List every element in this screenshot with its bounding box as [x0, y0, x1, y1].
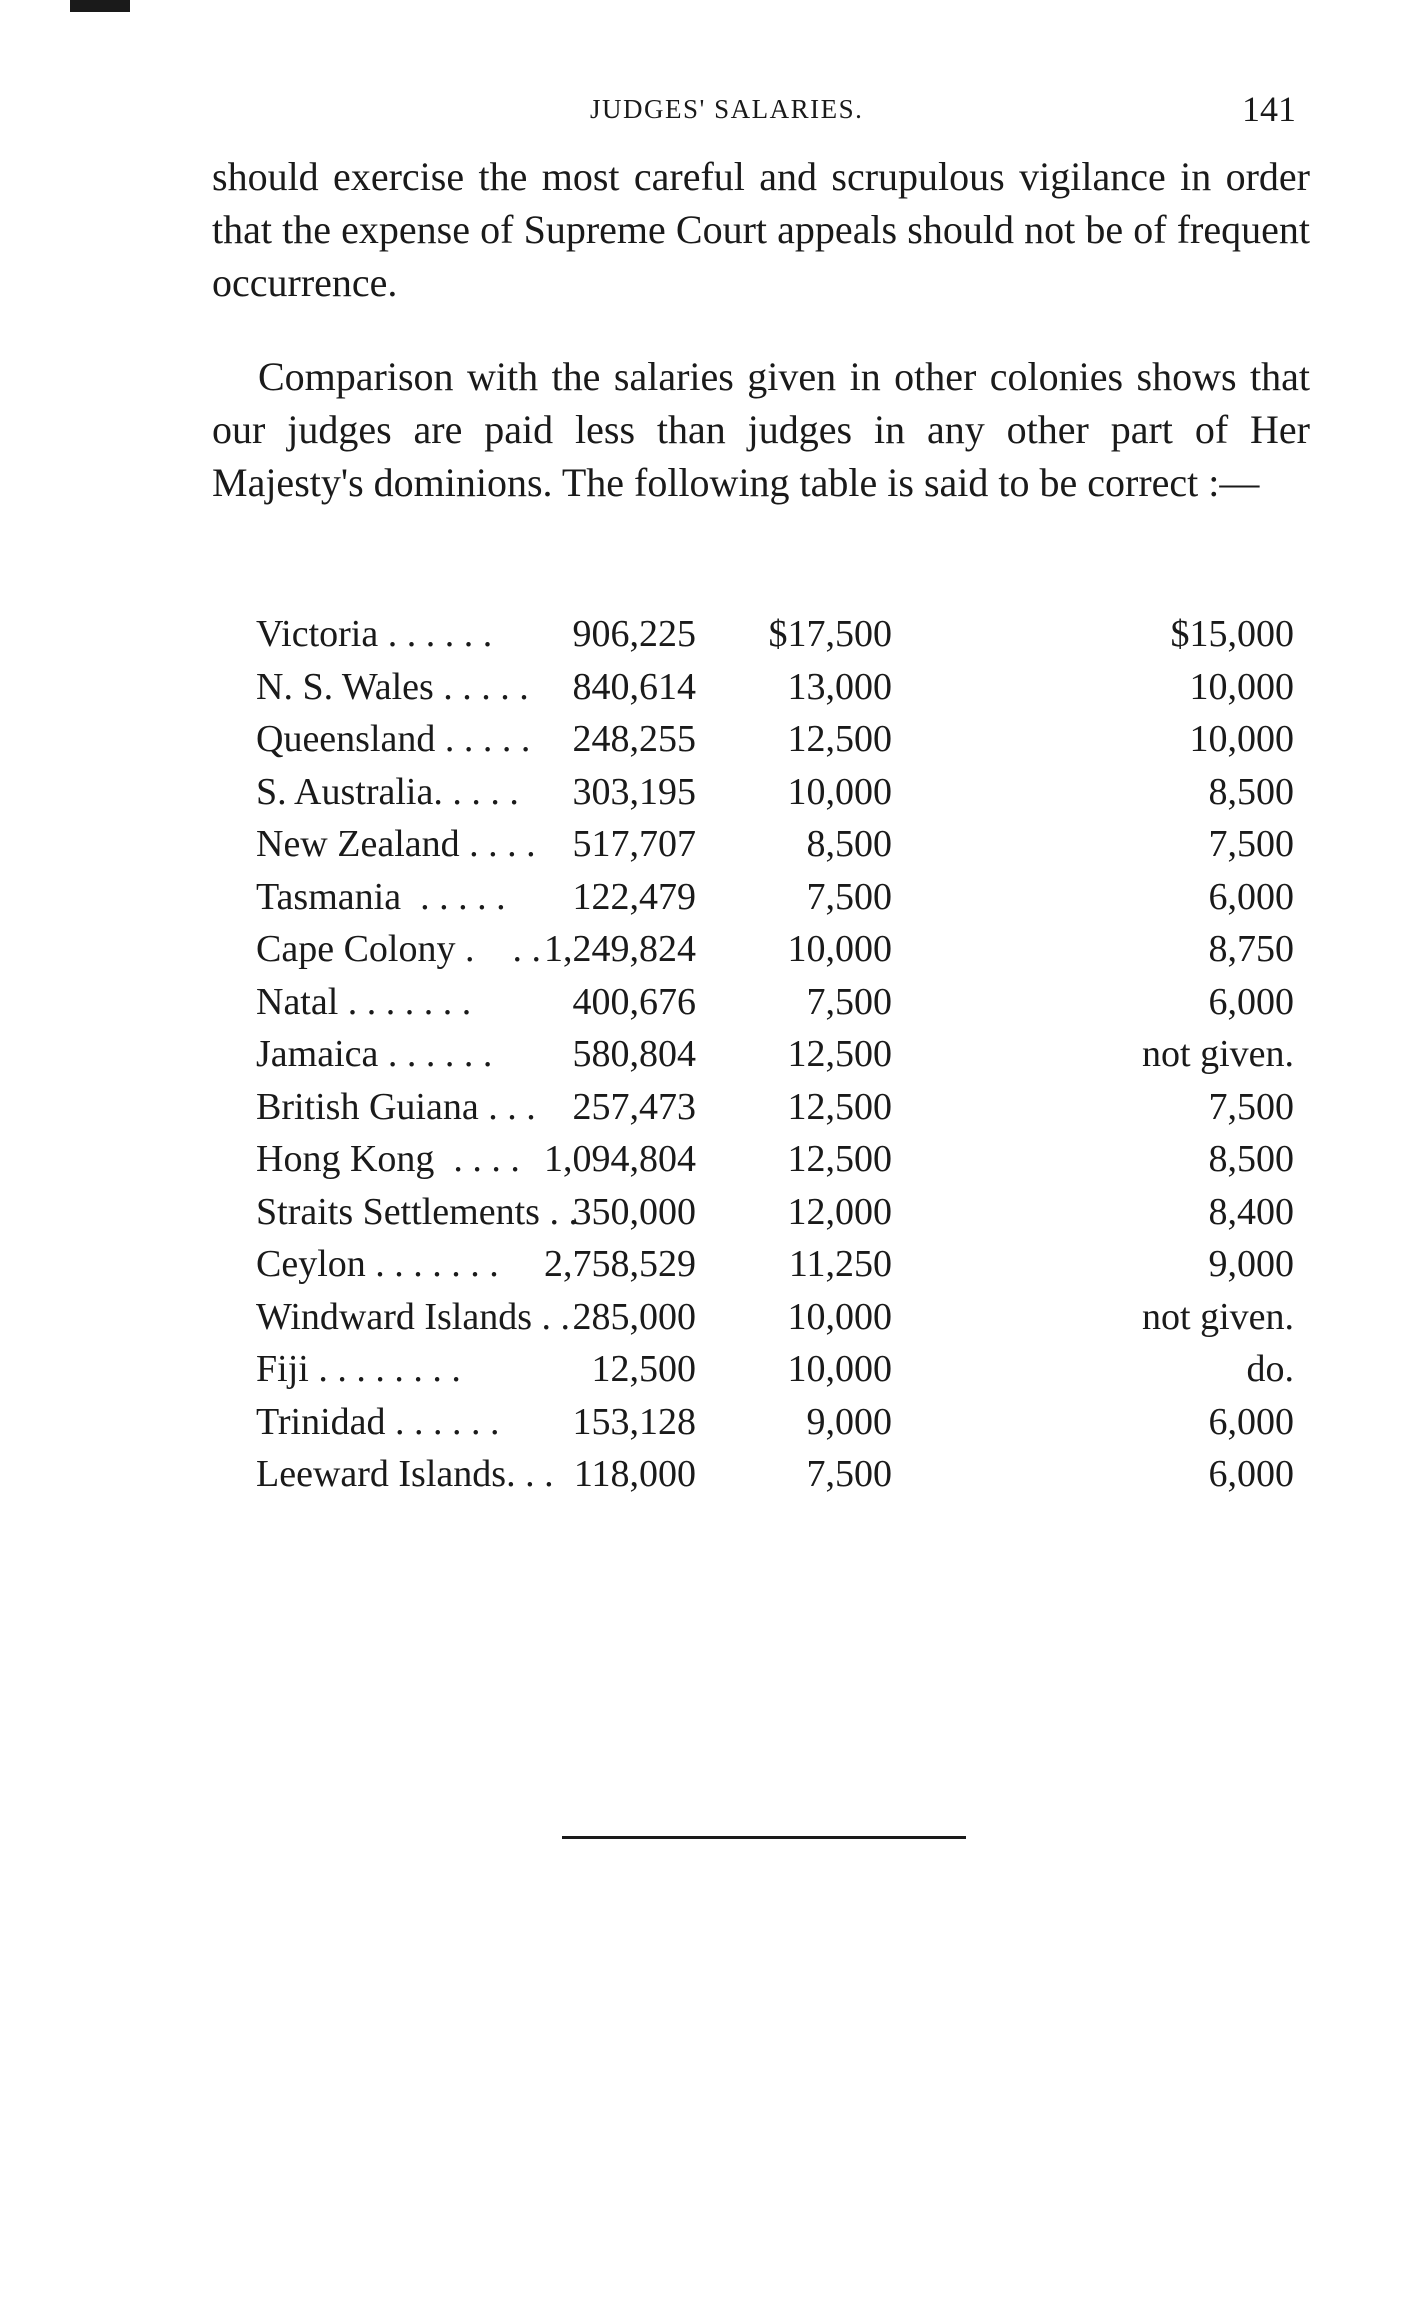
colony-name [256, 661, 529, 713]
page-number: 141 [1242, 89, 1296, 129]
table-row [256, 1291, 1296, 1344]
chief-salary-value: 12,500 [787, 1033, 892, 1075]
puisne-salary-value: $15,000 [1170, 613, 1294, 655]
chief-salary-value: 11,250 [788, 1243, 892, 1285]
colony-name [256, 1396, 500, 1448]
population-value: 840,614 [572, 665, 696, 708]
colony-name [256, 713, 530, 765]
population-value: 303,195 [572, 770, 696, 813]
colony-name [256, 1238, 499, 1290]
chief-salary-value: 8,500 [806, 823, 892, 865]
population-value: 1,249,824 [544, 928, 696, 970]
dot-leader: . . . . . . [385, 1400, 500, 1443]
puisne-salary-value: not given. [1142, 1033, 1294, 1075]
table-row [256, 1396, 1296, 1449]
dot-leader: . . . [506, 1453, 554, 1495]
colony-label: New Zealand [256, 823, 460, 865]
dot-leader: . . [532, 1295, 571, 1338]
chief-salary-value: 10,000 [787, 1348, 892, 1390]
chief-salary-value: $17,500 [768, 613, 892, 655]
population-value: 118,000 [573, 1453, 696, 1495]
chief-salary-value: 10,000 [787, 928, 892, 970]
page-header [210, 88, 1310, 138]
chief-salary-value: 10,000 [787, 770, 892, 813]
colony-label: N. S. Wales [256, 665, 434, 708]
colony-label: Straits Settlements [256, 1190, 540, 1233]
colony-name [256, 1343, 461, 1395]
table-row [256, 1238, 1296, 1291]
puisne-salary-value: 8,750 [1208, 928, 1294, 970]
population-value: 257,473 [572, 1085, 696, 1128]
colony-label: Tasmania [256, 875, 402, 918]
dot-leader: . . . . . . . [338, 980, 472, 1023]
dot-leader: . . . . . . . . [308, 1348, 461, 1390]
dot-leader: . . . . . [435, 718, 531, 760]
table-row [256, 923, 1296, 976]
population-value: 906,225 [572, 613, 696, 655]
puisne-salary-value: do. [1246, 1348, 1294, 1390]
puisne-salary-value: 6,000 [1208, 1400, 1294, 1443]
colony-name [256, 923, 541, 975]
chief-salary-value: 13,000 [787, 665, 892, 708]
table-row [256, 871, 1296, 924]
colony-label: Jamaica [256, 1033, 379, 1075]
colony-name [256, 818, 536, 870]
dot-leader: . . [539, 1190, 578, 1233]
population-value: 248,255 [572, 718, 696, 760]
table-row [256, 1028, 1296, 1081]
population-value: 1,094,804 [544, 1138, 696, 1180]
colony-label: British Guiana [256, 1085, 479, 1128]
population-value: 580,804 [572, 1033, 696, 1075]
population-value: 350,000 [572, 1190, 696, 1233]
colony-name [256, 1028, 492, 1080]
table-row [256, 1081, 1296, 1134]
chief-salary-value: 7,500 [806, 980, 892, 1023]
dot-leader: . . . [455, 928, 541, 970]
colony-label: Fiji [256, 1348, 309, 1390]
colony-name [256, 1448, 554, 1500]
table-row [256, 661, 1296, 714]
puisne-salary-value: 6,000 [1208, 980, 1294, 1023]
dot-leader: . . . [478, 1085, 536, 1128]
puisne-salary-value: 10,000 [1189, 665, 1294, 708]
puisne-salary-value: 6,000 [1208, 875, 1294, 918]
table-row [256, 1343, 1296, 1396]
table-row [256, 608, 1296, 661]
population-value: 285,000 [572, 1295, 696, 1338]
table-row [256, 1448, 1296, 1501]
paragraph-continuation: should exercise the most careful and scrupulous vigilance in order that the expense of Supreme Court appeals should not be of frequent occurrence. [212, 154, 1310, 305]
puisne-salary-value: 9,000 [1208, 1243, 1294, 1285]
population-value: 2,758,529 [544, 1243, 696, 1285]
puisne-salary-value: not given. [1142, 1295, 1294, 1338]
chief-salary-value: 12,500 [787, 1138, 892, 1180]
population-value: 12,500 [591, 1348, 696, 1390]
dot-leader: . . . . . . [378, 1033, 493, 1075]
colony-label: S. Australia [256, 770, 434, 813]
dot-leader: . . . . . [433, 770, 519, 813]
puisne-salary-value: 7,500 [1208, 823, 1294, 865]
dot-leader: . . . . [434, 1138, 520, 1180]
table-row [256, 1186, 1296, 1239]
chief-salary-value: 12,500 [787, 1085, 892, 1128]
table-row [256, 818, 1296, 871]
colony-label: Natal [256, 980, 339, 1023]
dot-leader: . . . . . [433, 665, 529, 708]
running-title: JUDGES' SALARIES. [590, 94, 864, 124]
table-row [256, 1133, 1296, 1186]
colony-name [256, 976, 471, 1028]
colony-label: Cape Colony [256, 928, 456, 970]
colony-label: Trinidad [256, 1400, 386, 1443]
table-row [256, 976, 1296, 1029]
chief-salary-value: 7,500 [806, 875, 892, 918]
scan-artifact-mark [70, 0, 130, 12]
puisne-salary-value: 7,500 [1208, 1085, 1294, 1128]
colony-label: Leeward Islands [256, 1453, 507, 1495]
colony-name [256, 1291, 570, 1343]
colony-name [256, 1081, 536, 1133]
end-rule [562, 1836, 966, 1839]
population-value: 153,128 [572, 1400, 696, 1443]
puisne-salary-value: 8,500 [1208, 770, 1294, 813]
colony-label: Queensland [256, 718, 436, 760]
judges-salary-table [256, 608, 1296, 1501]
dot-leader: . . . . . . . [365, 1243, 499, 1285]
dot-leader: . . . . . [401, 875, 506, 918]
chief-salary-value: 10,000 [787, 1295, 892, 1338]
puisne-salary-value: 8,500 [1208, 1138, 1294, 1180]
population-value: 517,707 [572, 823, 696, 865]
colony-label: Hong Kong [256, 1138, 435, 1180]
dot-leader: . . . . [459, 823, 536, 865]
puisne-salary-value: 6,000 [1208, 1453, 1294, 1495]
colony-label: Ceylon [256, 1243, 366, 1285]
table-row [256, 766, 1296, 819]
dot-leader: . . . . . . [378, 613, 493, 655]
colony-name [256, 1133, 520, 1185]
puisne-salary-value: 10,000 [1189, 718, 1294, 760]
chief-salary-value: 12,000 [787, 1190, 892, 1233]
colony-name [256, 871, 506, 923]
population-value: 122,479 [572, 875, 696, 918]
table-row [256, 713, 1296, 766]
colony-label: Windward Islands [256, 1295, 533, 1338]
paragraph-comparison: Comparison with the salaries given in other colonies shows that our judges are paid less than judges in any other part of Her Majesty's dominions. The following table is said to be correct :— [212, 354, 1310, 505]
chief-salary-value: 9,000 [806, 1400, 892, 1443]
puisne-salary-value: 8,400 [1208, 1190, 1294, 1233]
population-value: 400,676 [572, 980, 696, 1023]
colony-name [256, 608, 492, 660]
colony-label: Victoria [256, 613, 379, 655]
colony-name [256, 766, 519, 818]
chief-salary-value: 12,500 [787, 718, 892, 760]
colony-name [256, 1186, 578, 1238]
chief-salary-value: 7,500 [806, 1453, 892, 1495]
